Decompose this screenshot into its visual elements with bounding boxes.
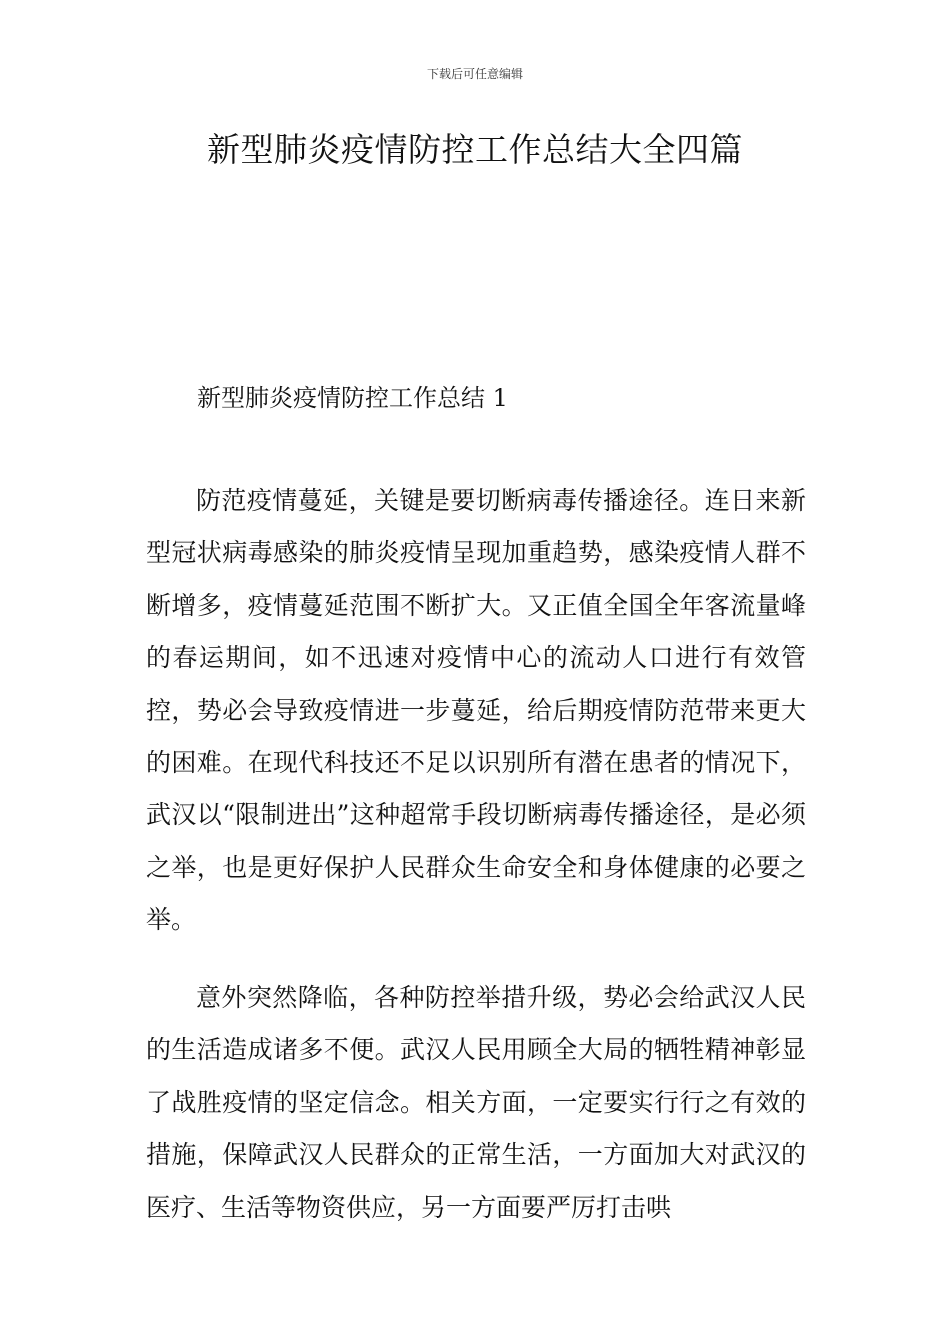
header-note: 下载后可任意编辑: [426, 67, 523, 81]
paragraph-2: 意外突然降临，各种防控举措升级，势必会给武汉人民的生活造成诸多不便。武汉人民用顾全大局的牺牲精神彰显了战胜疫情的坚定信念。相关方面，一定要实行行之有效的措施，保障武汉人民群众的正常生活，一方面加大对武汉的医疗、生活等物资供应，另一方面要严厉打击哄: [146, 983, 806, 1222]
section-title: 新型肺炎疫情防控工作总结 1: [197, 384, 508, 412]
paragraph-1: 防范疫情蔓延，关键是要切断病毒传播途径。连日来新型冠状病毒感染的肺炎疫情呈现加重趋势，感染疫情人群不断增多，疫情蔓延范围不断扩大。又正值全国全年客流量峰的春运期间，如不迅速对疫情中心的流动人口进行有效管控，势必会导致疫情进一步蔓延，给后期疫情防范带来更大的困难。在现代科技还不足以识别所有潜在患者的情况下，武汉以“限制进出”这种超常手段切断病毒传播途径，是必须之举，也是更好保护人民群众生命安全和身体健康的必要之举。: [146, 486, 806, 935]
document-title: 新型肺炎疫情防控工作总结大全四篇: [207, 130, 743, 169]
